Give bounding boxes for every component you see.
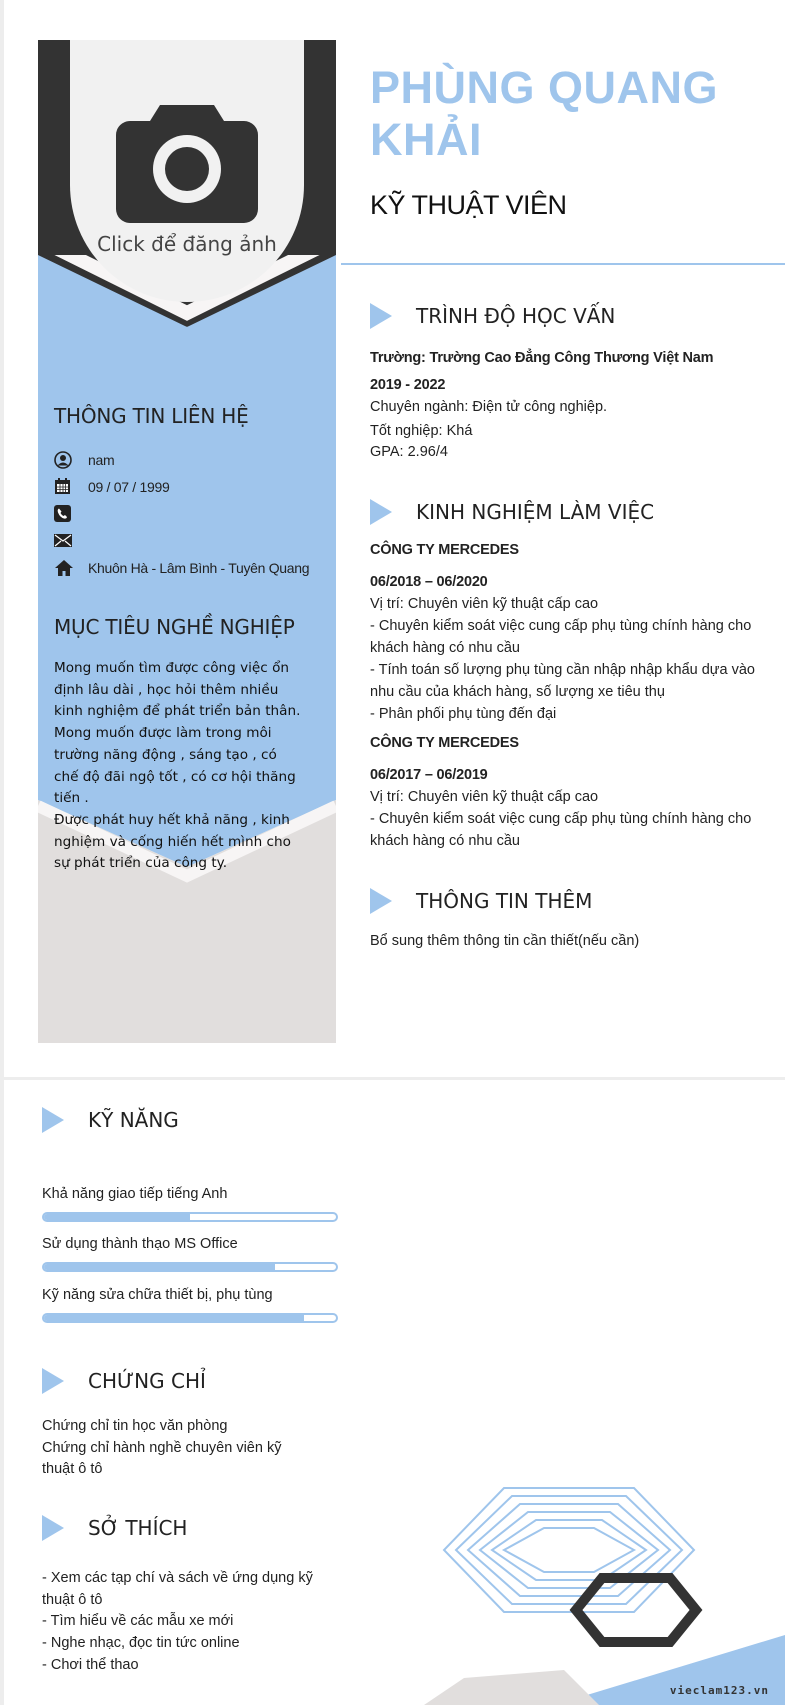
job-period: 06/2018 – 06/2020 (370, 574, 488, 590)
skill-name: Khả năng giao tiếp tiếng Anh (42, 1186, 228, 1202)
experience-title (370, 499, 654, 525)
skill-bar (42, 1212, 338, 1222)
skill-bar (42, 1262, 338, 1272)
hobbies-title (42, 1515, 187, 1541)
objective-text: Mong muốn tìm được công việc ổn định lâu dài , học hỏi thêm nhiều kinh nghiệm để phát triển bản thân. Mong muốn được làm trong môi trường năng động , sáng tạo , có chế độ đãi ngộ tốt , có cơ hội thăng tiến . Được phát huy hết khả năng , kinh nghiệm và cống hiến hết mình cho sự phát triển của công ty. (54, 660, 301, 872)
skill-bar-fill (44, 1214, 190, 1220)
education-graduation: Tốt nghiệp: Khá (370, 423, 473, 439)
photo-upload-label: Click để đăng ảnh (97, 232, 277, 256)
hexagon-decoration (424, 1480, 785, 1705)
triangle-icon (42, 1368, 64, 1394)
job-company: CÔNG TY MERCEDES (370, 735, 519, 751)
education-major: Chuyên ngành: Điện tử công nghiệp. (370, 399, 608, 415)
hobbies-text: - Xem các tạp chí và sách về ứng dụng kỹ thuật ô tô - Tìm hiểu về các mẫu xe mới - Nghe nhạc, đọc tin tức online - Chơi thể thao (42, 1570, 313, 1673)
job-details: Vị trí: Chuyên viên kỹ thuật cấp cao - Chuyên kiểm soát việc cung cấp phụ tùng chính hàng cho khách hàng có nhu cầu (370, 789, 752, 849)
camera-icon (116, 105, 258, 223)
triangle-icon (370, 888, 392, 914)
experience-job-1 (370, 539, 770, 725)
contact-birthday-row (54, 473, 324, 500)
header-divider (341, 263, 785, 265)
education-title (370, 303, 615, 329)
triangle-icon (370, 499, 392, 525)
phone-icon (54, 505, 88, 522)
experience-job-2 (370, 732, 770, 852)
job-period: 06/2017 – 06/2019 (370, 767, 488, 783)
contact-birthday: 09 / 07 / 1999 (88, 478, 170, 495)
skill-item (42, 1236, 338, 1272)
contact-email-row (54, 527, 324, 554)
cv-page-2 (4, 1080, 785, 1705)
certificates-text: Chứng chỉ tin học văn phòng Chứng chỉ hành nghề chuyên viên kỹ thuật ô tô (42, 1418, 282, 1478)
education-gpa: GPA: 2.96/4 (370, 444, 448, 460)
hobbies-title-text: SỞ THÍCH (88, 1516, 188, 1540)
skill-name: Sử dụng thành thạo MS Office (42, 1236, 238, 1252)
contact-address: Khuôn Hà - Lâm Bình - Tuyên Quang (88, 559, 310, 576)
extra-text: Bổ sung thêm thông tin cần thiết(nếu cần) (370, 933, 640, 949)
cv-page-1 (4, 0, 785, 1077)
calendar-icon (54, 478, 88, 495)
education-period: 2019 - 2022 (370, 377, 446, 393)
education-school: Trường: Trường Cao Đẳng Công Thương Việt Nam (370, 350, 714, 366)
triangle-icon (42, 1515, 64, 1541)
skills-title-text: KỸ NĂNG (88, 1108, 179, 1132)
contact-list (54, 446, 324, 581)
photo-upload[interactable] (70, 40, 304, 302)
skills-title (42, 1107, 179, 1133)
job-details: Vị trí: Chuyên viên kỹ thuật cấp cao - Chuyên kiểm soát việc cung cấp phụ tùng chính hàng cho khách hàng có nhu cầu - Tính toán số lượng phụ tùng cần nhập nhập khẩu dựa vào nhu cầu của khách hàng, số lượng xe tiêu thụ - Phân phối phụ tùng đến đại (370, 596, 755, 722)
experience-title-text: KINH NGHIỆM LÀM VIỆC (416, 500, 655, 524)
extra-title (370, 888, 592, 914)
extra-title-text: THÔNG TIN THÊM (416, 889, 593, 913)
contact-gender-row (54, 446, 324, 473)
job-title: KỸ THUẬT VIÊN (370, 190, 567, 220)
objective-title: MỤC TIÊU NGHỀ NGHIỆP (54, 615, 295, 639)
skill-name: Kỹ năng sửa chữa thiết bị, phụ tùng (42, 1287, 273, 1303)
triangle-icon (42, 1107, 64, 1133)
skill-bar-fill (44, 1264, 275, 1270)
contact-gender: nam (88, 451, 115, 468)
job-company: CÔNG TY MERCEDES (370, 542, 519, 558)
skill-bar-fill (44, 1315, 304, 1321)
triangle-icon (370, 303, 392, 329)
skill-item (42, 1287, 338, 1323)
candidate-name: PHÙNG QUANG KHẢI (370, 62, 719, 165)
contact-address-row (54, 554, 324, 581)
site-logo: vieclam123.vn (669, 1684, 769, 1697)
skill-bar (42, 1313, 338, 1323)
user-icon (54, 451, 88, 469)
left-column-background (38, 255, 336, 1043)
contact-title: THÔNG TIN LIÊN HỆ (54, 404, 249, 428)
mail-icon (54, 534, 88, 547)
certificates-title-text: CHỨNG CHỈ (88, 1369, 206, 1393)
contact-phone-row (54, 500, 324, 527)
certificates-title (42, 1368, 206, 1394)
skill-item (42, 1186, 338, 1222)
education-block (370, 347, 770, 463)
education-title-text: TRÌNH ĐỘ HỌC VẤN (416, 304, 616, 328)
home-icon (54, 559, 88, 577)
